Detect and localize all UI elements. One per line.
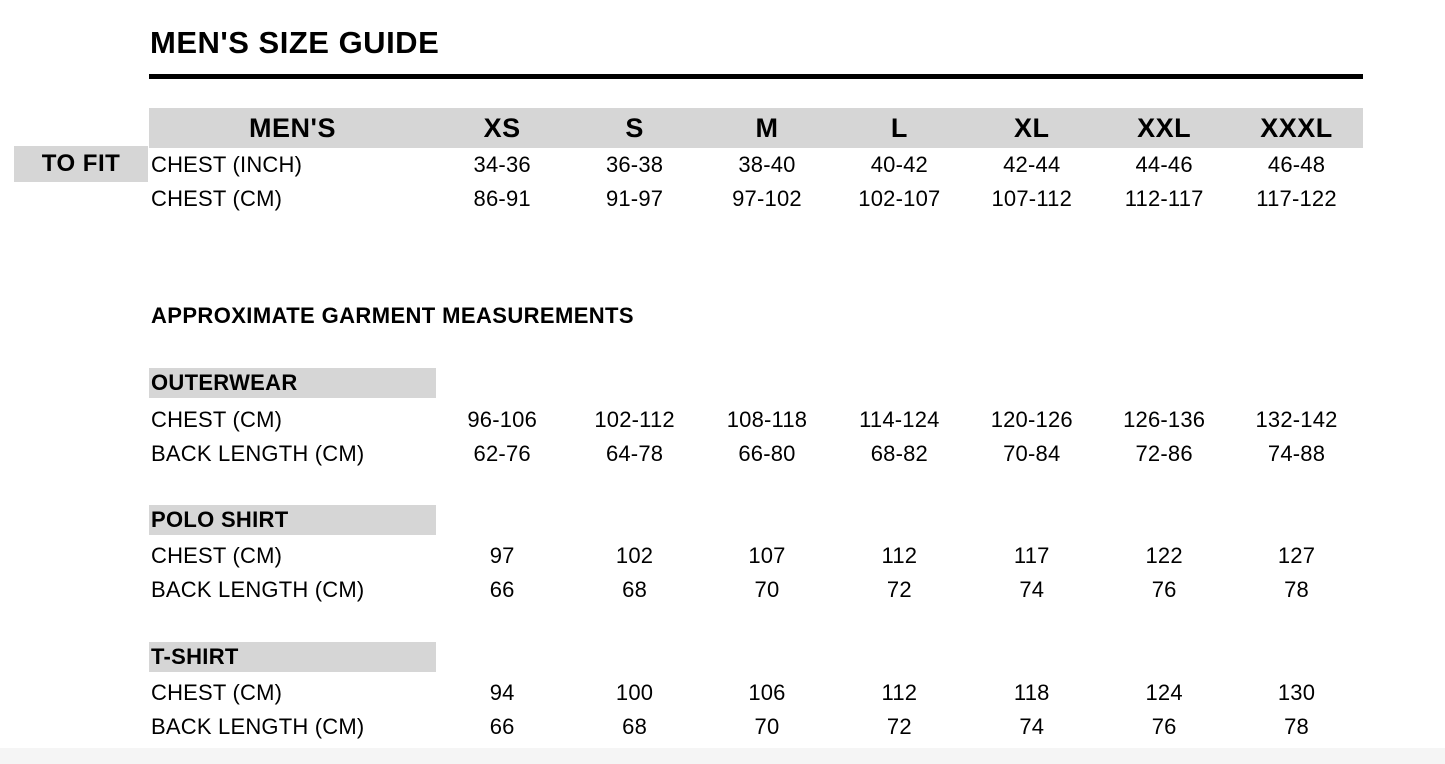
table-cell: 68-82 xyxy=(870,441,928,466)
table-cell: 76 xyxy=(1151,714,1177,739)
table-cell: 117 xyxy=(1013,543,1050,568)
table-cell: 64-78 xyxy=(605,441,664,466)
row-label: BACK LENGTH (CM) xyxy=(151,441,365,466)
table-cell: 102-112 xyxy=(594,407,675,432)
table-cell: 106 xyxy=(748,680,786,705)
table-cell: 127 xyxy=(1277,543,1316,568)
table-row xyxy=(149,437,1363,471)
table-cell: 117-122 xyxy=(1256,186,1337,211)
table-cell: 108-118 xyxy=(726,407,808,432)
table-cell: 34-36 xyxy=(473,152,531,177)
header-cell-xxxl: XXXL xyxy=(1260,113,1333,143)
table-cell: 36-38 xyxy=(605,152,664,177)
table-cell: 62-76 xyxy=(473,441,531,466)
table-cell: 112 xyxy=(881,680,918,705)
header-cell-m: M xyxy=(755,113,779,143)
table-cell: 74 xyxy=(1019,714,1045,739)
table-cell: 44-46 xyxy=(1135,152,1193,177)
table-cell: 68 xyxy=(622,577,648,602)
table-cell: 118 xyxy=(1013,680,1050,705)
table-cell: 96-106 xyxy=(467,407,538,432)
header-cell-xl: XL xyxy=(1014,113,1050,143)
table-row xyxy=(149,148,1363,182)
table-cell: 68 xyxy=(622,714,648,739)
table-cell: 74-88 xyxy=(1267,441,1326,466)
table-cell: 122 xyxy=(1145,543,1183,568)
table-cell: 102 xyxy=(615,543,654,568)
header-cell-xs: XS xyxy=(483,113,521,143)
table-cell: 102-107 xyxy=(858,186,941,211)
table-cell: 72 xyxy=(886,714,912,739)
table-cell: 72 xyxy=(886,577,912,602)
table-cell: 70-84 xyxy=(1003,441,1061,466)
row-label: CHEST (CM) xyxy=(151,407,283,432)
table-row xyxy=(149,710,1363,744)
header-cell-xxl: XXL xyxy=(1137,113,1192,143)
table-cell: 91-97 xyxy=(605,186,664,211)
table-cell: 74 xyxy=(1019,577,1045,602)
table-cell: 70 xyxy=(754,714,780,739)
title-divider xyxy=(149,74,1363,79)
size-header-row xyxy=(149,108,1363,148)
to-fit-badge: TO FIT xyxy=(14,146,148,182)
table-cell: 94 xyxy=(489,680,515,705)
table-cell: 120-126 xyxy=(990,407,1073,432)
table-cell: 46-48 xyxy=(1267,152,1326,177)
table-row xyxy=(149,676,1363,710)
table-cell: 126-136 xyxy=(1123,407,1206,432)
table-cell: 70 xyxy=(754,577,780,602)
header-cell-s: S xyxy=(625,113,644,143)
table-cell: 130 xyxy=(1277,680,1316,705)
row-label: BACK LENGTH (CM) xyxy=(151,577,365,602)
table-cell: 66 xyxy=(489,714,515,739)
table-cell: 66 xyxy=(489,577,515,602)
table-cell: 86-91 xyxy=(473,186,531,211)
page-title: MEN'S SIZE GUIDE xyxy=(150,25,440,60)
section-title: APPROXIMATE GARMENT MEASUREMENTS xyxy=(151,303,634,328)
table-row xyxy=(149,182,1363,216)
table-cell: 78 xyxy=(1284,714,1309,739)
row-label: BACK LENGTH (CM) xyxy=(151,714,365,739)
table-cell: 97 xyxy=(489,543,515,568)
row-label: CHEST (CM) xyxy=(151,680,283,705)
table-cell: 38-40 xyxy=(738,152,796,177)
header-cell-mens: MEN'S xyxy=(249,113,336,143)
table-cell: 112-117 xyxy=(1124,186,1204,211)
table-cell: 112 xyxy=(881,543,918,568)
table-cell: 66-80 xyxy=(738,441,796,466)
table-cell: 107-112 xyxy=(991,186,1073,211)
table-cell: 97-102 xyxy=(732,186,802,211)
row-label: CHEST (CM) xyxy=(151,543,283,568)
table-cell: 107 xyxy=(748,543,786,568)
category-band-t-shirt: T-SHIRT xyxy=(149,642,436,672)
row-label: CHEST (CM) xyxy=(151,186,283,211)
header-cell-l: L xyxy=(890,113,908,143)
table-row xyxy=(149,573,1363,607)
category-band-polo-shirt: POLO SHIRT xyxy=(149,505,436,535)
bottom-strip xyxy=(0,748,1445,764)
table-cell: 124 xyxy=(1145,680,1183,705)
table-cell: 132-142 xyxy=(1255,407,1338,432)
row-label: CHEST (INCH) xyxy=(151,152,303,177)
table-cell: 42-44 xyxy=(1003,152,1061,177)
table-cell: 78 xyxy=(1284,577,1309,602)
category-band-outerwear: OUTERWEAR xyxy=(149,368,436,398)
table-row xyxy=(149,539,1363,573)
table-cell: 114-124 xyxy=(859,407,940,432)
table-cell: 100 xyxy=(615,680,654,705)
table-cell: 76 xyxy=(1151,577,1177,602)
table-cell: 72-86 xyxy=(1135,441,1193,466)
table-row xyxy=(149,403,1363,437)
table-cell: 40-42 xyxy=(870,152,928,177)
